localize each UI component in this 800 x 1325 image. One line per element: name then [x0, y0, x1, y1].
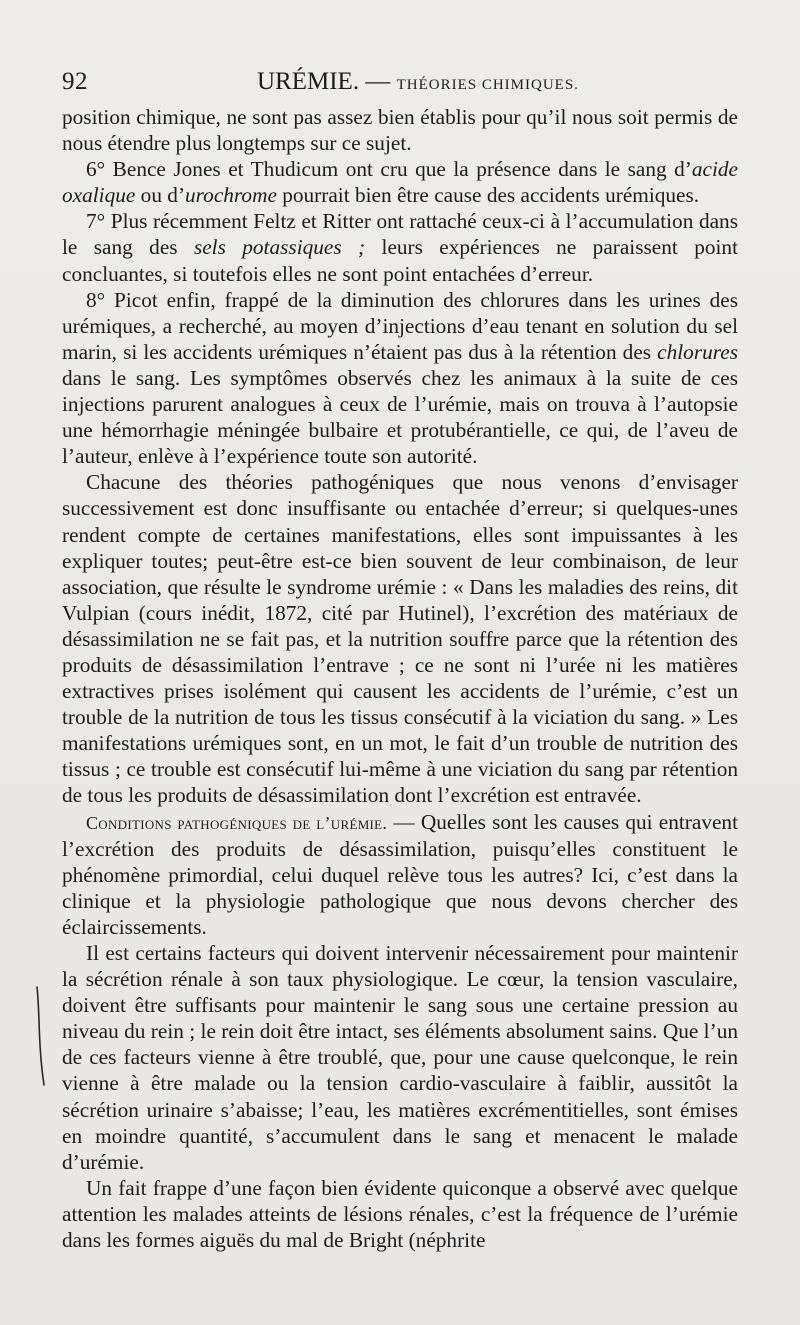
text-run: pourrait bien être cause des accidents urémiques.	[276, 183, 700, 208]
text-run: Chacune des théories pathogéniques que nous venons d’envisager successivement est donc insuffisante ou entachée d’erreur; si quelques-unes rendent compte de certaines manifestations, elles sont impuissantes à les expliquer toutes; peut-être est-ce bien souvent de leur combinaison, de leur association, que résulte le syndrome urémie : « Dans les maladies des reins, dit Vulpian (cours inédit, 1872, cité par Hutinel), l’excrétion des matériaux de désassimilation ne se fait pas, et la nutrition souffre parce que la rétention des produits de désassimilation l’entrave ; ce ne sont ni l’urée ni les matières extractives prises isolément qui causent les accidents de l’urémie, c’est un trouble de la nutrition de tous les tissus consécutif à la viciation du sang. » Les manifestations urémiques sont, en un mot, le fait d’un trouble de nutrition des tissus ; ce trouble est consécutif lui-même à une viciation du sang par rétention de tous les produits de désassimilation dont l’excrétion est entravée.	[62, 470, 738, 808]
italic-term: urochrome	[185, 183, 277, 208]
text-run: position chimique, ne sont pas assez bien établis pour qu’il nous soit permis de nous étendre plus longtemps sur ce sujet.	[62, 105, 738, 156]
paragraph	[62, 104, 738, 156]
text-run: ou d’	[135, 183, 186, 208]
text-run: leurs expériences ne paraissent point concluantes, si toutefois elles ne sont point entachées d’erreur.	[62, 235, 738, 286]
margin-pencil-mark	[32, 985, 52, 1095]
running-head-subtitle: THÉORIES CHIMIQUES.	[396, 77, 579, 93]
text-run: dans le sang. Les symptômes observés chez les animaux à la suite de ces injections parurent analogues à ceux de l’urémie, mais on trouva à l’autopsie une hémorrhagie méningée bulbaire et protubérantielle, ce qui, de l’aveu de l’auteur, enlève à l’expérience toute son autorité.	[62, 365, 738, 469]
italic-term: acide oxalique	[62, 157, 738, 208]
paragraph	[62, 208, 738, 286]
paragraph	[62, 156, 738, 208]
text-run: Un fait frappe d’une façon bien évidente quiconque a observé avec quelque attention les malades atteints de lésions rénales, c’est la fréquence de l’urémie dans les formes aiguës du mal de Bright (néphrite	[62, 1175, 738, 1253]
paragraph	[62, 809, 738, 940]
paragraph	[62, 469, 738, 808]
paragraph	[62, 287, 738, 470]
text-run: 8° Picot enfin, frappé de la diminution des chlorures dans les urines des urémiques, a recherché, au moyen d’injections d’eau tenant en solution du sel marin, si les accidents urémiques n’étaient pas dus à la rétention des	[62, 287, 738, 364]
running-head	[257, 68, 579, 96]
paragraph	[62, 940, 738, 1175]
text-run: Il est certains facteurs qui doivent intervenir nécessairement pour maintenir la sécrétion rénale à son taux physiologique. Le cœur, la tension vasculaire, doivent être suffisants pour maintenir le sang sous une certaine pression au niveau du rein ; le rein doit être intact, ses éléments absolument sains. Que l’un de ces facteurs vienne à être troublé, que, pour une cause quelconque, le rein vienne à être malade ou la tension cardio-vasculaire à faiblir, aussitôt la sécrétion urinaire s’abaisse; l’eau, les matières excrémentitielles, sont émises en moindre quantité, s’accumulent dans le sang et menacent le malade d’urémie.	[62, 941, 738, 1174]
section-heading: Conditions pathogéniques de l’urémie.	[86, 812, 388, 833]
italic-term: sels potassiques ;	[193, 235, 366, 260]
italic-term: chlorures	[657, 339, 738, 364]
text-run: 6° Bence Jones et Thudicum ont cru que la présence dans le sang d’	[86, 157, 692, 182]
page-header	[62, 68, 738, 100]
body-text	[62, 104, 738, 1253]
page-number: 92	[62, 68, 88, 95]
text-run: 7° Plus récemment Feltz et Ritter ont rattaché ceux-ci à l’accumulation dans le sang des	[62, 209, 738, 260]
running-head-title: URÉMIE.	[257, 68, 360, 95]
paragraph	[62, 1175, 738, 1253]
running-head-dash: —	[365, 68, 391, 95]
text-run: — Quelles sont les causes qui entravent l’excrétion des produits de désassimilation, puisqu’elles constituent le phénomène primordial, celui duquel relève tous les autres? Ici, c’est dans la clinique et la physiologie pathologique que nous devons chercher des éclaircissements.	[62, 809, 738, 939]
